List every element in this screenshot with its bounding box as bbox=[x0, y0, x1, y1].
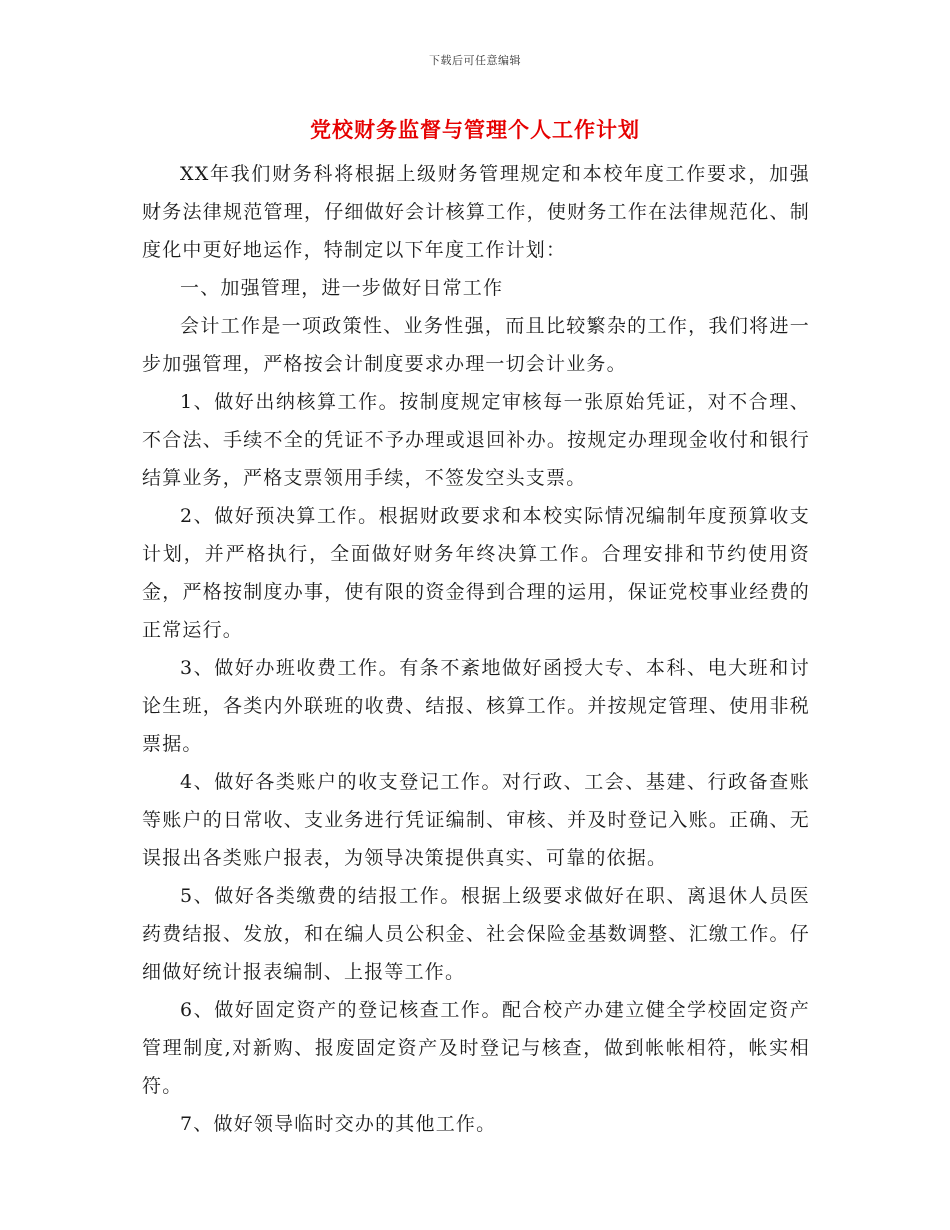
list-item-3: 3、做好办班收费工作。有条不紊地做好函授大专、本科、电大班和讨论生班，各类内外联班的收费、结报、核算工作。并按规定管理、使用非税票据。 bbox=[142, 657, 810, 755]
list-item-5: 5、做好各类缴费的结报工作。根据上级要求做好在职、离退休人员医药费结报、发放，和在编人员公积金、社会保险金基数调整、汇缴工作。仔细做好统计报表编制、上报等工作。 bbox=[142, 885, 810, 983]
list-item-7: 7、做好领导临时交办的其他工作。 bbox=[180, 1113, 497, 1135]
header-note: 下载后可任意编辑 bbox=[429, 54, 521, 67]
list-item-4: 4、做好各类账户的收支登记工作。对行政、工会、基建、行政备查账等账户的日常收、支业务进行凭证编制、审核、并及时登记入账。正确、无误报出各类账户报表，为领导决策提供真实、可靠的依据。 bbox=[142, 771, 810, 869]
paragraph-section-intro: 会计工作是一项政策性、业务性强，而且比较繁杂的工作，我们将进一步加强管理，严格按会计制度要求办理一切会计业务。 bbox=[142, 315, 810, 375]
document-title: 党校财务监督与管理个人工作计划 bbox=[310, 117, 640, 142]
document-body bbox=[142, 155, 810, 1143]
list-item-2: 2、做好预决算工作。根据财政要求和本校实际情况编制年度预算收支计划，并严格执行，全面做好财务年终决算工作。合理安排和节约使用资金，严格按制度办事，使有限的资金得到合理的运用，保证党校事业经费的正常运行。 bbox=[142, 505, 810, 641]
section-heading-1: 一、加强管理，进一步做好日常工作 bbox=[180, 277, 504, 299]
list-item-6: 6、做好固定资产的登记核查工作。配合校产办建立健全学校固定资产管理制度,对新购、报废固定资产及时登记与核查，做到帐帐相符，帐实相符。 bbox=[142, 999, 810, 1097]
list-item-1: 1、做好出纳核算工作。按制度规定审核每一张原始凭证，对不合理、不合法、手续不全的凭证不予办理或退回补办。按规定办理现金收付和银行结算业务，严格支票领用手续，不签发空头支票。 bbox=[142, 391, 810, 489]
paragraph-intro: XX年我们财务科将根据上级财务管理规定和本校年度工作要求，加强财务法律规范管理，仔细做好会计核算工作，使财务工作在法律规范化、制度化中更好地运作，特制定以下年度工作计划： bbox=[142, 163, 810, 261]
